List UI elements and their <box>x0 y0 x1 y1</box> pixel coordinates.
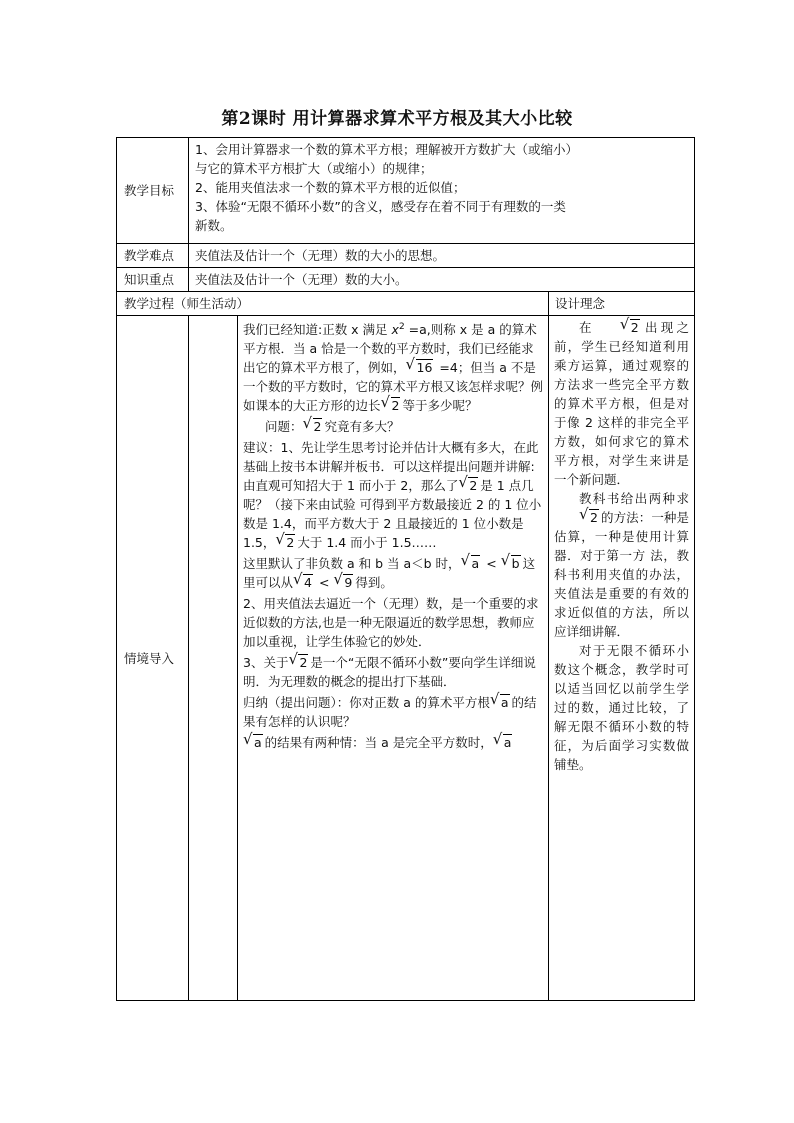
intro-default-note <box>243 554 543 592</box>
text-span: 归纳（提出问题）：你对正数 a 的算术平方根 <box>243 695 490 711</box>
math-exponent: 2 <box>398 322 405 332</box>
key-point-row <box>117 268 695 292</box>
radicand: 4 <box>304 575 312 591</box>
intro-question <box>243 417 543 436</box>
sqrt-symbol <box>492 693 510 712</box>
sqrt-symbol <box>597 318 640 337</box>
sqrt-symbol <box>277 533 295 552</box>
math-x: x <box>391 322 399 338</box>
text-span: 这里可以从 <box>243 556 536 591</box>
less-than-sign: < <box>486 556 497 572</box>
sqrt-symbol <box>383 396 401 415</box>
text-span: =a,则称 x 是 a 的算术平方根．当 a 恰是一个数的平方数时，我们已经能求出它的算术平方根了，例如， <box>243 322 537 376</box>
text-span: 的结果有两种情：当 a 是完全平方数时， <box>264 735 493 751</box>
intro-label: 情境导入 <box>117 316 189 1001</box>
intro-row <box>117 316 695 1001</box>
radicand: 2 <box>590 510 598 525</box>
radicand: 2 <box>286 535 295 551</box>
text-span: 问题： <box>265 419 303 435</box>
text-span: 教科书给出两种求 <box>579 491 689 506</box>
difficulty-text: 夹值法及估计一个（无理）数的大小的思想。 <box>189 244 695 268</box>
goals-row <box>117 138 695 244</box>
text-span: 等于多少呢？ <box>402 398 478 414</box>
intro-paragraph <box>243 318 543 415</box>
sqrt-symbol <box>503 554 521 573</box>
sqrt-symbol <box>305 417 323 436</box>
goals-line: 3、体验“无限不循环小数”的含义，感受存在着不同于有理数的一类 <box>195 199 566 214</box>
key-point-text: 夹值法及估计一个（无理）数的大小。 <box>189 268 695 292</box>
text-span: 我们已经知道:正数 x 满足 <box>243 322 392 338</box>
radicand: a <box>500 695 509 711</box>
goals-line: 1、会用计算器求一个数的算术平方根；理解被开方数扩大（或缩小） <box>195 142 578 157</box>
text-span: =4；但当 a 不是一个数的平方数时，它的算术平方根又该怎样求呢？例如课本的大正方形的边长 <box>243 360 544 414</box>
text-span: 这里默认了非负数 a 和 b 当 a＜b 时， <box>243 556 461 572</box>
key-point-label: 知识重点 <box>117 268 189 292</box>
text-span: 的结果有怎样的认识呢？ <box>243 695 537 730</box>
sqrt-symbol <box>295 573 313 592</box>
radicand: 16 <box>416 360 433 376</box>
design-paragraph <box>554 489 689 641</box>
sqrt-symbol <box>460 476 478 495</box>
sqrt-symbol <box>556 508 599 527</box>
intro-point-two: 2、用夹值法去逼近一个（无理）数，是一个重要的求近似数的方法,也是一种无限逼近的数学思想，教师应加以重视，让学生体验它的妙处． <box>243 596 539 650</box>
intro-suggestion <box>243 438 543 552</box>
radicand: 2 <box>630 320 639 335</box>
less-than-sign: < <box>318 575 330 591</box>
intro-blank-cell <box>189 316 238 1001</box>
difficulty-row <box>117 244 695 268</box>
goals-line: 新数。 <box>195 218 233 233</box>
text-span: 是 1 点几呢？（接下来由试验 可得到平方数最接近 2 的 1 位小数是 1.4，而平方数大于 2 且最接近的 1 位小数是 1.5， <box>243 478 542 551</box>
process-header-right: 设计理念 <box>549 292 695 316</box>
radicand: 2 <box>313 419 322 435</box>
intro-point-three <box>243 653 543 691</box>
text-span: 是一个“无限不循环小数”要向学生详细说明．为无理数的概念的提出打下基础． <box>243 655 536 690</box>
radicand: 9 <box>344 575 353 591</box>
text-span: 得到。 <box>355 575 393 591</box>
sqrt-symbol <box>245 733 263 752</box>
text-span: 3、关于 <box>243 655 289 671</box>
radicand: a <box>254 735 262 751</box>
process-header-row <box>117 292 695 316</box>
design-rationale <box>549 316 695 1001</box>
goals-content <box>189 138 695 244</box>
radicand: 2 <box>391 398 400 414</box>
intro-summary <box>243 693 543 731</box>
page-title: 第2课时 用计算器求算术平方根及其大小比较 <box>221 109 573 129</box>
lesson-table <box>116 137 695 1001</box>
goals-label: 教学目标 <box>117 138 189 244</box>
text-span: 出现之前，学生已经知道利用乘方运算，通过观察的方法求一些完全平方数的算术平方根，但是对于像 2 这样的非完全平方数，如何求它的算术平方根，对学生来讲是一个新问题． <box>554 320 689 487</box>
sqrt-symbol <box>335 573 353 592</box>
text-span: 的方法：一种是估算，一种是使用计算器．对于第一方 法，教科书利用夹值的办法，夹值法是重要的有效的求近似值的方法，所以应详细讲解． <box>554 510 689 639</box>
radicand: a <box>503 735 512 751</box>
radicand: 2 <box>469 478 478 494</box>
text-span: 究竟有多大？ <box>324 419 400 435</box>
sqrt-symbol <box>495 733 513 752</box>
sqrt-symbol <box>290 653 308 672</box>
intro-content <box>238 316 549 1001</box>
text-span: 建议：1、先让学生思考讨论并估计大概有多大，在此基础上按书本讲解并板书．可以这样提出问题并讲解:由直观可知招大于 1 而小于 2，那么了 <box>243 440 539 494</box>
radicand: 2 <box>299 655 308 671</box>
process-header-left: 教学过程（师生活动） <box>117 292 549 316</box>
sqrt-symbol <box>463 554 481 573</box>
intro-cases <box>243 733 543 752</box>
text-span: 大于 1.4 而小于 1.5…… <box>297 535 437 551</box>
radicand: b <box>511 556 520 572</box>
sqrt-symbol <box>408 358 434 377</box>
goals-line: 2、能用夹值法求一个数的算术平方根的近似值； <box>195 180 466 195</box>
radicand: a <box>471 556 480 572</box>
text-span: 在 <box>579 320 595 335</box>
design-paragraph <box>554 318 689 489</box>
goals-line: 与它的算术平方根扩大（或缩小）的规律； <box>195 161 433 176</box>
difficulty-label: 教学难点 <box>117 244 189 268</box>
design-paragraph: 对于无限不循环小数这个概念，教学时可以适当回忆以前学生学过的数，通过比较，了解无限不循环小数的特征，为后面学习实数做铺垫。 <box>554 643 689 772</box>
